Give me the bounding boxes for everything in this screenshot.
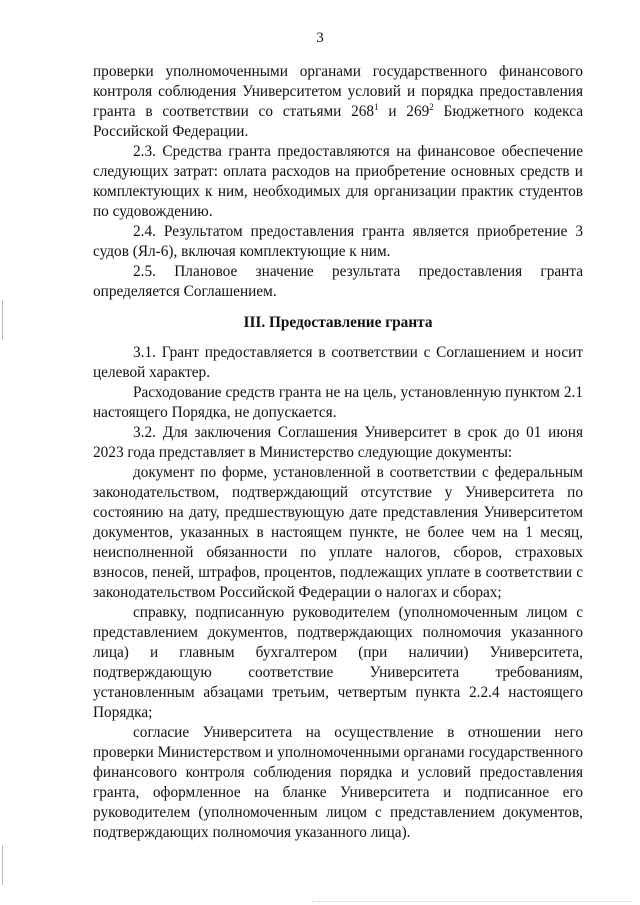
paragraph-2-4: 2.4. Результатом предоставления гранта является приобретение 3 судов (Ял-6), включая комплектующие к ним. — [93, 223, 583, 260]
paragraph-spending: Расходование средств гранта не на цель, установленную пунктом 2.1 настоящего Порядка, не допускается. — [93, 384, 583, 421]
paragraph-text: проверки уполномоченными органами государственного финансового контроля соблюдения Университетом условий и порядка предоставления гранта в соответствии со статьями 268 — [93, 63, 583, 120]
document-body — [93, 62, 583, 843]
superscript: 2 — [429, 102, 434, 112]
paragraph-consent: согласие Университета на осуществление в отношении него проверки Министерством и уполномоченными органами государственного финансового контроля соблюдения порядка и условий предоставления гранта, оформленное на бланке Университета и подписанное его руководителем (уполномоченным лицом с представлением документов, подтверждающих полномочия указанного лица). — [93, 724, 583, 841]
scan-artifact — [312, 899, 632, 902]
paragraph-2-5: 2.5. Плановое значение результата предоставления гранта определяется Соглашением. — [93, 263, 583, 300]
superscript: 1 — [374, 102, 379, 112]
paragraph-3-1: 3.1. Грант предоставляется в соответствии с Соглашением и носит целевой характер. — [93, 344, 583, 381]
scan-edge-mark — [2, 300, 3, 340]
section-heading: III. Предоставление гранта — [243, 314, 433, 331]
paragraph-2-3: 2.3. Средства гранта предоставляются на финансовое обеспечение следующих затрат: оплата расходов на приобретение основных средств и комплектующих к ним, необходимых для организации практик студентов по судовождению. — [93, 143, 583, 220]
paragraph-continuation — [93, 62, 583, 142]
paragraph-tax-document: документ по форме, установленной в соответствии с федеральным законодательством, подтверждающий отсутствие у Университета по состоянию на дату, предшествующую дате представления Университетом документов, указанных в настоящем пункте, не более чем на 1 месяц, неисполненной обязанности по уплате налогов, сборов, страховых взносов, пеней, штрафов, процентов, подлежащих уплате в соответствии с законодательством Российской Федерации о налогах и сборах; — [93, 464, 583, 601]
paragraph-certificate: справку, подписанную руководителем (уполномоченным лицом с представлением документов, подтверждающих полномочия указанного лица) и главным бухгалтером (при наличии) Университета, подтверждающую соответствие Университета требованиям, установленным абзацами третьим, четвертым пункта 2.2.4 настоящего Порядка; — [93, 604, 583, 721]
scan-edge-mark — [2, 845, 3, 885]
paragraph-text: и 269 — [378, 103, 430, 120]
page-number: 3 — [316, 30, 324, 46]
paragraph-text: Бюджетного кодекса Российской Федерации. — [93, 103, 583, 140]
paragraph-3-2: 3.2. Для заключения Соглашения Университет в срок до 01 июня 2023 года представляет в Министерство следующие документы: — [93, 424, 583, 461]
